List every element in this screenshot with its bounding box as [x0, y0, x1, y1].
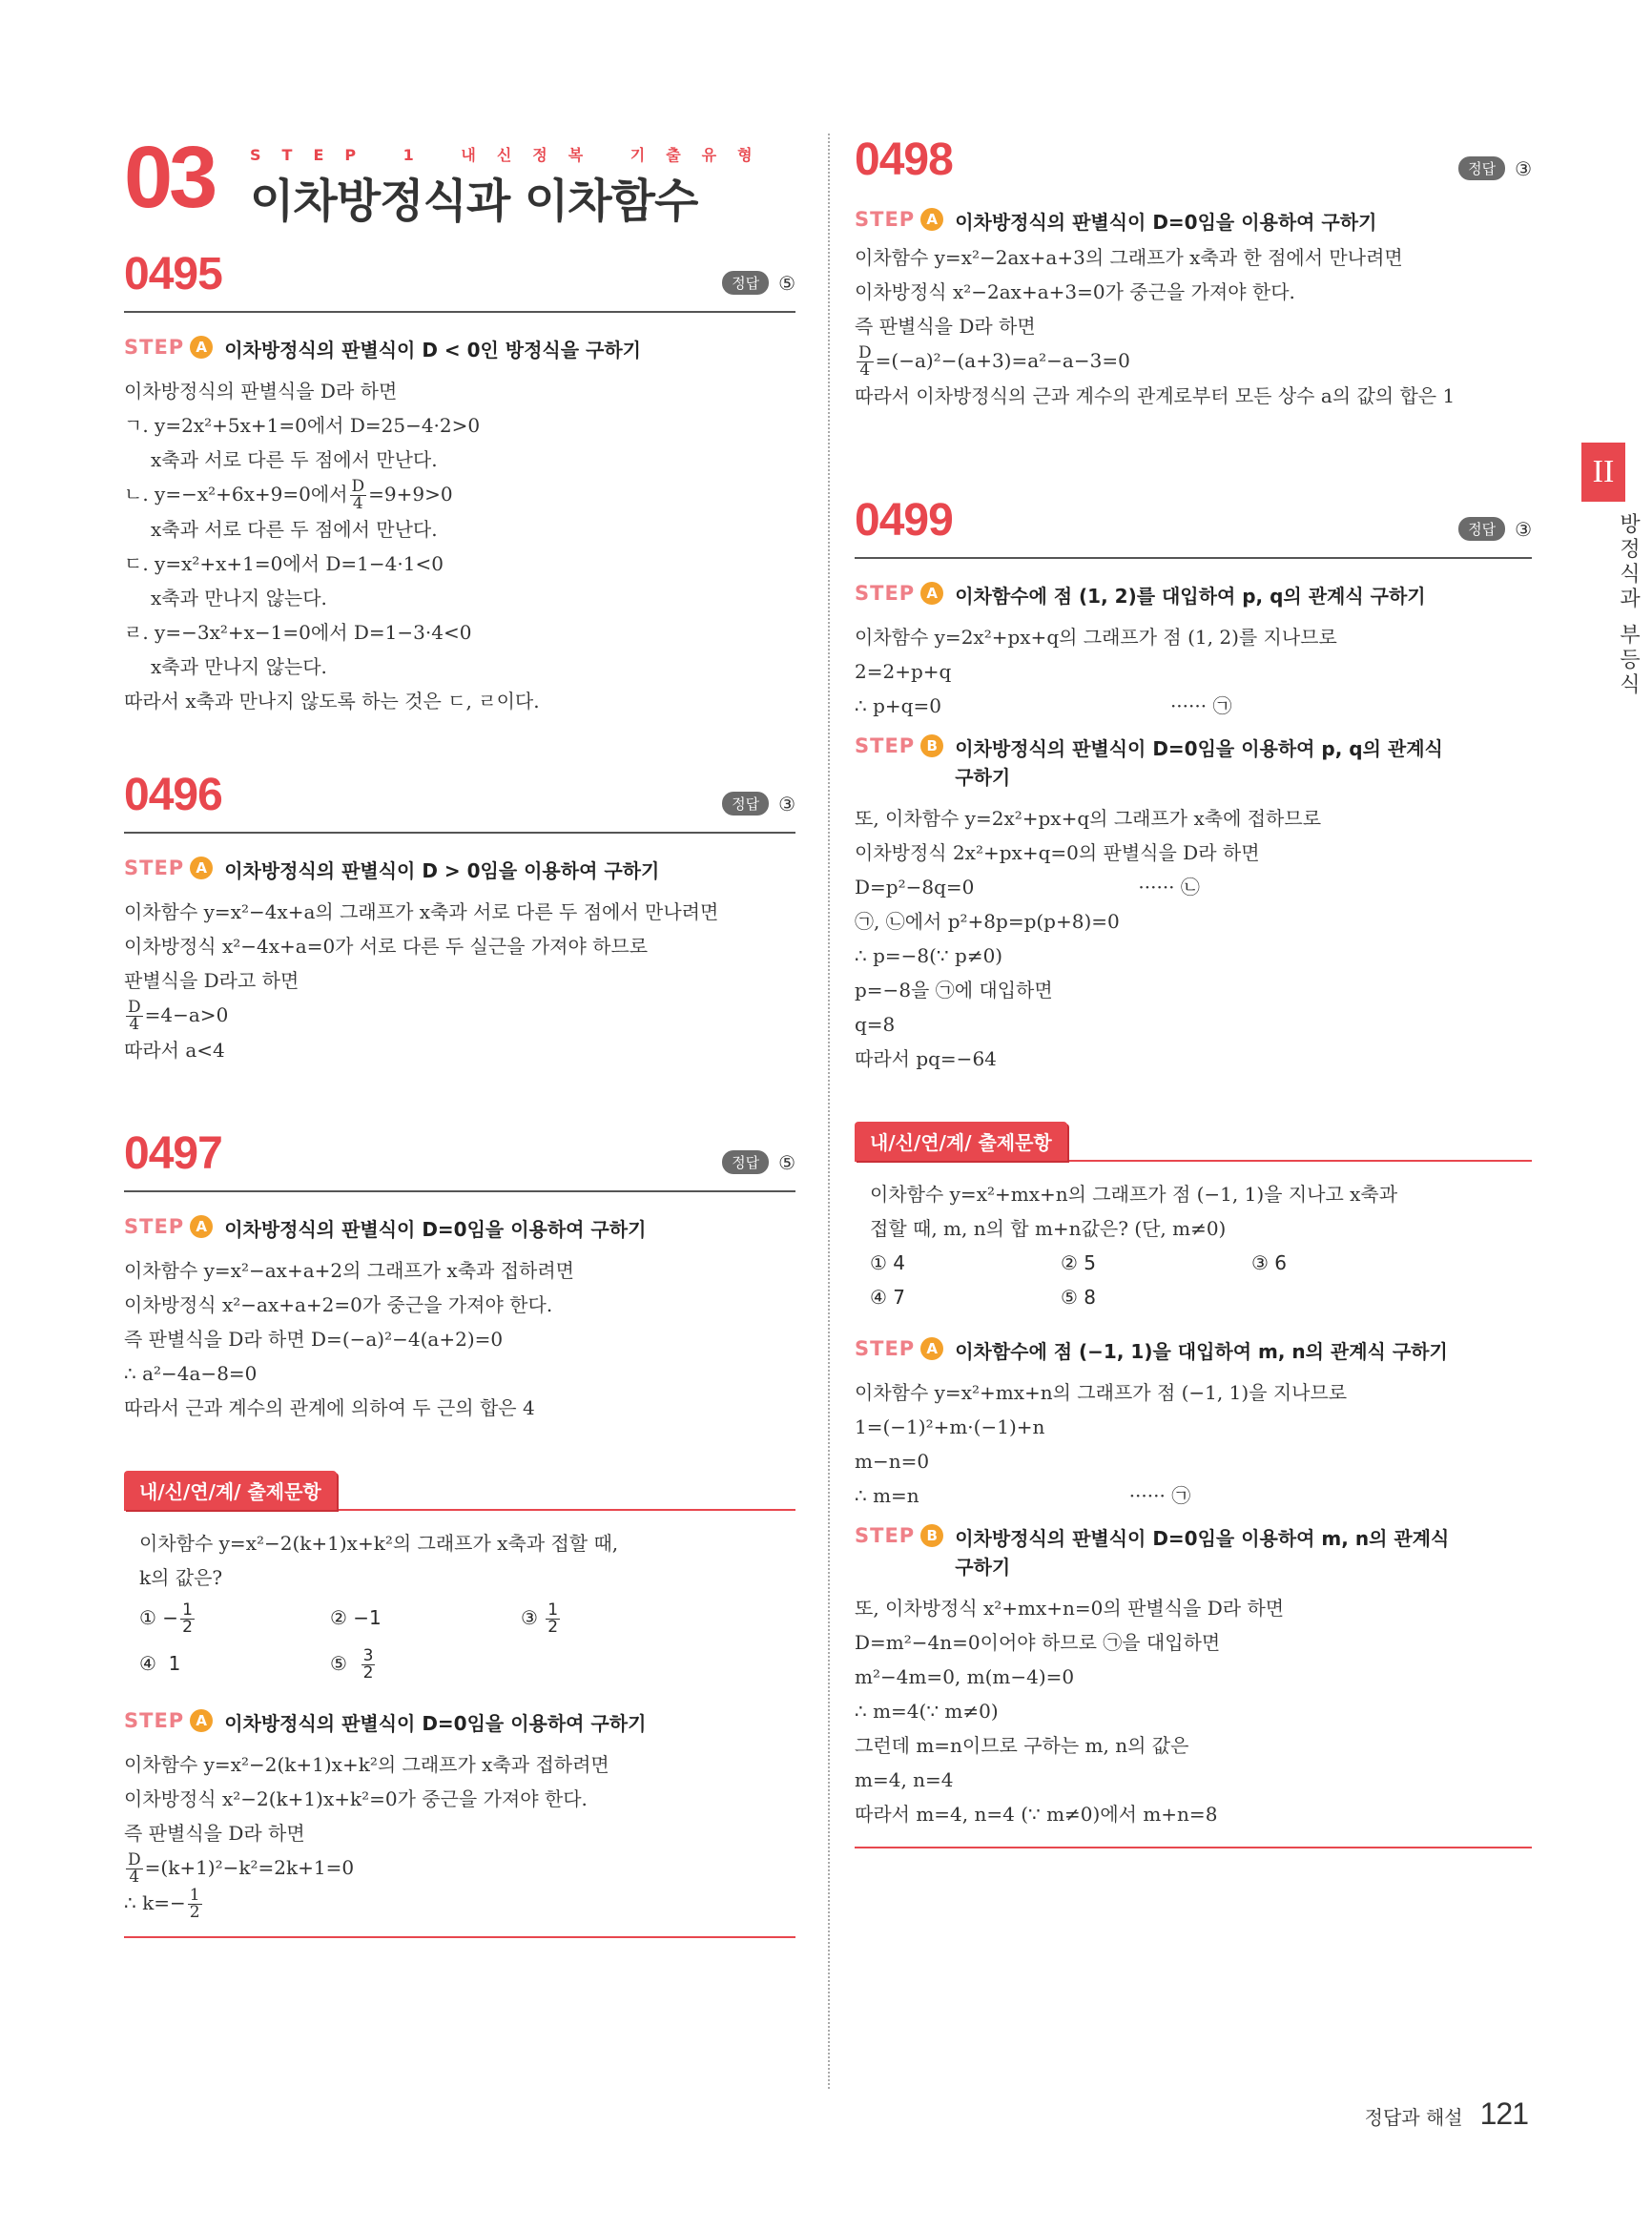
chapter-title: 이차방정식과 이차함수	[250, 175, 698, 228]
solution-line: 따라서 pq=−64	[855, 1047, 997, 1070]
solution-line: D=m²−4n=0이어야 하므로 ㉠을 대입하면	[855, 1631, 1221, 1654]
solution-line: ㄷ. y=x²+x+1=0에서 D=1−4·1<0	[124, 552, 444, 575]
fraction: $\frac{D}{4}$	[128, 998, 141, 1034]
solution-line: 따라서 이차방정식의 근과 계수의 관계로부터 모든 상수 a의 값의 합은 1	[855, 384, 1456, 407]
solution-line: 이차함수 y=x²−4x+a의 그래프가 x축과 서로 다른 두 점에서 만나려면	[124, 900, 719, 923]
fraction: $\frac{D}{4}$	[351, 477, 365, 513]
step-letter: A	[190, 857, 213, 879]
step-a	[124, 1215, 795, 1244]
solution-line: m²−4m=0, m(m−4)=0	[855, 1665, 1075, 1688]
answer	[722, 792, 795, 816]
step-a	[124, 336, 795, 364]
problem-0496	[124, 769, 795, 1067]
solution-line: 또, 이차함수 y=2x²+px+q의 그래프가 x축에 접하므로	[855, 807, 1322, 830]
problem-number: 0499	[855, 495, 953, 546]
step-a	[855, 582, 1532, 610]
answer	[1458, 517, 1532, 541]
solution-line: 1=(−1)²+m·(−1)+n	[855, 1415, 1045, 1438]
fraction: $\frac{D}{4}$	[128, 1850, 141, 1887]
answer-value: ③	[778, 792, 795, 816]
solution	[855, 1591, 1532, 1831]
answer-badge: 정답	[722, 792, 769, 816]
answer	[722, 1150, 795, 1174]
solution	[124, 1253, 795, 1425]
section-end-rule	[124, 1936, 795, 1938]
solution-line: x축과 만나지 않는다.	[151, 655, 327, 678]
related-question-header	[124, 1471, 795, 1511]
choice-3[interactable]: ③ 6	[1251, 1251, 1288, 1274]
solution-line: m=4, n=4	[855, 1768, 954, 1791]
solution-line: 이차방정식 x²−ax+a+2=0가 중근을 가져야 한다.	[124, 1293, 553, 1316]
related-question-text	[855, 1177, 1532, 1246]
step-title: 이차방정식의 판별식이 D=0임을 이용하여 구하기	[224, 1218, 647, 1241]
problem-number: 0495	[124, 249, 222, 299]
problem-0498	[855, 134, 1532, 413]
problem-number: 0497	[124, 1128, 222, 1179]
problem-header	[124, 769, 795, 834]
related-question-text	[124, 1526, 795, 1595]
solution-line: p=−8을 ㉠에 대입하면	[855, 979, 1053, 1001]
solution-line: 이차함수 y=x²−ax+a+2의 그래프가 x축과 접하려면	[124, 1259, 574, 1282]
answer	[1458, 156, 1532, 180]
question-line: 접할 때, m, n의 합 m+n값은? (단, m≠0)	[870, 1217, 1227, 1240]
solution-line: 따라서 a<4	[124, 1039, 225, 1062]
solution-line: ∴ a²−4a−8=0	[124, 1362, 258, 1385]
solution-line: x축과 서로 다른 두 점에서 만난다.	[151, 518, 438, 541]
solution-line: 이차방정식 x²−2ax+a+3=0가 중근을 가져야 한다.	[855, 280, 1295, 303]
answer-value: ⑤	[778, 1150, 795, 1174]
choice-2[interactable]: ② 5	[1061, 1251, 1097, 1274]
solution-line: 따라서 x축과 만나지 않도록 하는 것은 ㄷ, ㄹ이다.	[124, 690, 540, 712]
step-tag: STEP A	[855, 582, 943, 605]
step-tag: STEP A	[855, 208, 943, 231]
step-a	[855, 1337, 1532, 1366]
question-line: 이차함수 y=x²+mx+n의 그래프가 점 (−1, 1)을 지나고 x축과	[870, 1183, 1398, 1206]
question-line: k의 값은?	[139, 1566, 223, 1589]
related-question-label: 내/신/연/계/ 출제문항	[855, 1122, 1067, 1161]
problem-header	[855, 134, 1532, 196]
step-letter: A	[190, 336, 213, 359]
solution-line: $\frac{D}{4}$ =(k+1)²−k²=2k+1=0	[128, 1850, 355, 1887]
solution-line: m−n=0	[855, 1450, 930, 1473]
page-number: 121	[1479, 2096, 1528, 2131]
related-question-label: 내/신/연/계/ 출제문항	[124, 1471, 337, 1510]
choice-5[interactable]: ⑤ 8	[1061, 1286, 1097, 1309]
solution-line: x축과 만나지 않는다.	[151, 587, 327, 609]
column-divider	[828, 134, 830, 2089]
step-letter: A	[920, 582, 943, 605]
step-title: 이차함수에 점 (−1, 1)을 대입하여 m, n의 관계식 구하기	[955, 1340, 1448, 1363]
related-question-header	[855, 1122, 1532, 1162]
solution-line: D=p²−8q=0 ······ ㉡	[855, 876, 1200, 898]
solution-line: 2=2+p+q	[855, 660, 952, 683]
choice-3[interactable]: ③ $\frac{1}{2}$	[521, 1600, 559, 1637]
solution	[124, 374, 795, 718]
problem-number: 0498	[855, 134, 953, 185]
step-title: 이차방정식의 판별식이 D=0임을 이용하여 m, n의 관계식 구하기	[955, 1527, 1450, 1579]
step-b	[855, 734, 1532, 792]
solution	[855, 1375, 1532, 1513]
solution-line: $\frac{D}{4}$ =4−a>0	[128, 998, 229, 1034]
solution	[855, 240, 1532, 413]
solution-line: 이차함수 y=x²−2ax+a+3의 그래프가 x축과 한 점에서 만나려면	[855, 246, 1403, 269]
step-letter: A	[190, 1215, 213, 1238]
solution-line: ㄹ. y=−3x²+x−1=0에서 D=1−3·4<0	[124, 621, 472, 644]
problem-header	[855, 494, 1532, 559]
step-tag: STEP B	[855, 734, 943, 757]
step-a	[124, 1709, 795, 1738]
problem-0495	[124, 248, 795, 718]
solution-line: ㄱ. y=2x²+5x+1=0에서 D=25−4·2>0	[124, 414, 481, 437]
answer	[722, 271, 795, 295]
solution-line: 또, 이차방정식 x²+mx+n=0의 판별식을 D라 하면	[855, 1597, 1285, 1620]
solution-line: 따라서 근과 계수의 관계에 의하여 두 근의 합은 4	[124, 1396, 535, 1419]
solution-line: ∴ m=4(∵ m≠0)	[855, 1700, 999, 1723]
solution-line: 그런데 m=n이므로 구하는 m, n의 값은	[855, 1734, 1189, 1757]
solution-line: x축과 서로 다른 두 점에서 만난다.	[151, 448, 438, 471]
solution-line: 즉 판별식을 D라 하면	[855, 315, 1036, 338]
step-tag: STEP A	[855, 1337, 943, 1360]
choice-4[interactable]: ④ 1	[139, 1652, 181, 1675]
side-tab: II	[1581, 443, 1625, 502]
solution-line: 이차방정식 x²−2(k+1)x+k²=0가 중근을 가져야 한다.	[124, 1787, 588, 1810]
step-title: 이차방정식의 판별식이 D=0임을 이용하여 p, q의 관계식 구하기	[955, 737, 1443, 789]
section-end-rule	[855, 1847, 1532, 1848]
step-tag: STEP B	[855, 1524, 943, 1547]
solution-line: 판별식을 D라고 하면	[124, 969, 299, 992]
step-tag: STEP A	[124, 1215, 213, 1238]
solution-line: 이차방정식 2x²+px+q=0의 판별식을 D라 하면	[855, 841, 1260, 864]
step-letter: A	[920, 1337, 943, 1360]
step-title: 이차방정식의 판별식이 D < 0인 방정식을 구하기	[224, 339, 641, 361]
solution-line: ㉠, ㉡에서 p²+8p=p(p+8)=0	[855, 910, 1120, 933]
fraction: $\frac{1}{2}$	[189, 1886, 200, 1922]
solution-line: 따라서 m=4, n=4 (∵ m≠0)에서 m+n=8	[855, 1803, 1218, 1826]
solution-line: 이차함수 y=x²−2(k+1)x+k²의 그래프가 x축과 접하려면	[124, 1753, 609, 1776]
answer-choices	[124, 1595, 795, 1686]
step-a	[855, 208, 1532, 237]
step-letter: B	[920, 1524, 943, 1547]
choice-4[interactable]: ④ 7	[870, 1286, 906, 1309]
step-title: 이차방정식의 판별식이 D > 0임을 이용하여 구하기	[224, 859, 660, 882]
fraction: $\frac{D}{4}$	[858, 343, 872, 380]
solution-line: 이차함수 y=x²+mx+n의 그래프가 점 (−1, 1)을 지나므로	[855, 1381, 1348, 1404]
step-letter: A	[190, 1709, 213, 1732]
answer-badge: 정답	[1458, 517, 1505, 541]
choice-5[interactable]: ⑤ $\frac{3}{2}$	[330, 1646, 374, 1683]
problem-0499	[855, 494, 1532, 1848]
answer-badge: 정답	[1458, 156, 1505, 180]
answer-badge: 정답	[722, 1150, 769, 1174]
question-line: 이차함수 y=x²−2(k+1)x+k²의 그래프가 x축과 접할 때,	[139, 1532, 619, 1555]
solution	[855, 620, 1532, 723]
answer-value: ⑤	[778, 271, 795, 295]
solution-line: ∴ p=−8(∵ p≠0)	[855, 944, 1003, 967]
solution-line: q=8	[855, 1013, 896, 1036]
related-question-box	[124, 1471, 795, 1938]
answer-value: ③	[1515, 517, 1532, 541]
page-footer	[1365, 2096, 1528, 2132]
step-title: 이차방정식의 판별식이 D=0임을 이용하여 구하기	[224, 1712, 647, 1735]
choice-2[interactable]: ② −1	[330, 1606, 382, 1629]
solution-line: $\frac{D}{4}$ =(−a)²−(a+3)=a²−a−3=0	[858, 343, 1130, 380]
step-tag: STEP A	[124, 336, 213, 359]
choice-1[interactable]: ① − $\frac{1}{2}$	[139, 1600, 193, 1637]
solution-line: ∴ p+q=0 ······ ㉠	[855, 694, 1232, 717]
step-title: 이차방정식의 판별식이 D=0임을 이용하여 구하기	[955, 211, 1377, 234]
related-question-box	[855, 1122, 1532, 1848]
choice-1[interactable]: ① 4	[870, 1251, 906, 1274]
step-label: STEP 1 내신정복 기출유형	[250, 146, 774, 164]
footer-label: 정답과 해설	[1364, 2106, 1463, 2129]
solution-line: ∴ m=n ······ ㉠	[855, 1484, 1191, 1507]
problem-header	[124, 1127, 795, 1192]
step-letter: B	[920, 734, 943, 757]
solution-line: ∴ k=− $\frac{1}{2}$	[124, 1886, 200, 1922]
step-title: 이차함수에 점 (1, 2)를 대입하여 p, q의 관계식 구하기	[955, 585, 1426, 608]
step-tag: STEP A	[124, 1709, 213, 1732]
step-tag: STEP A	[124, 857, 213, 879]
problem-header	[124, 248, 795, 313]
problem-0497	[124, 1127, 795, 1938]
answer-badge: 정답	[722, 271, 769, 295]
solution-line: 즉 판별식을 D라 하면	[124, 1822, 305, 1845]
step-letter: A	[920, 208, 943, 231]
chapter-number: 03	[124, 129, 215, 226]
solution-line: 이차방정식 x²−4x+a=0가 서로 다른 두 실근을 가져야 하므로	[124, 935, 649, 958]
solution	[124, 895, 795, 1067]
step-a	[124, 857, 795, 885]
solution	[124, 1747, 795, 1921]
solution-line: 이차함수 y=2x²+px+q의 그래프가 점 (1, 2)를 지나므로	[855, 626, 1337, 649]
solution	[855, 801, 1532, 1076]
step-b	[855, 1524, 1532, 1581]
solution-line: ㄴ. y=−x²+6x+9=0에서 $\frac{D}{4}$ =9+9>0	[124, 477, 453, 513]
side-tab-text: 방 정 식 과 부 등 식	[1620, 513, 1641, 697]
answer-value: ③	[1515, 156, 1532, 180]
solution-line: 즉 판별식을 D라 하면 D=(−a)²−4(a+2)=0	[124, 1328, 504, 1351]
problem-number: 0496	[124, 770, 222, 820]
solution-line: 이차방정식의 판별식을 D라 하면	[124, 380, 398, 403]
answer-choices	[855, 1246, 1532, 1314]
